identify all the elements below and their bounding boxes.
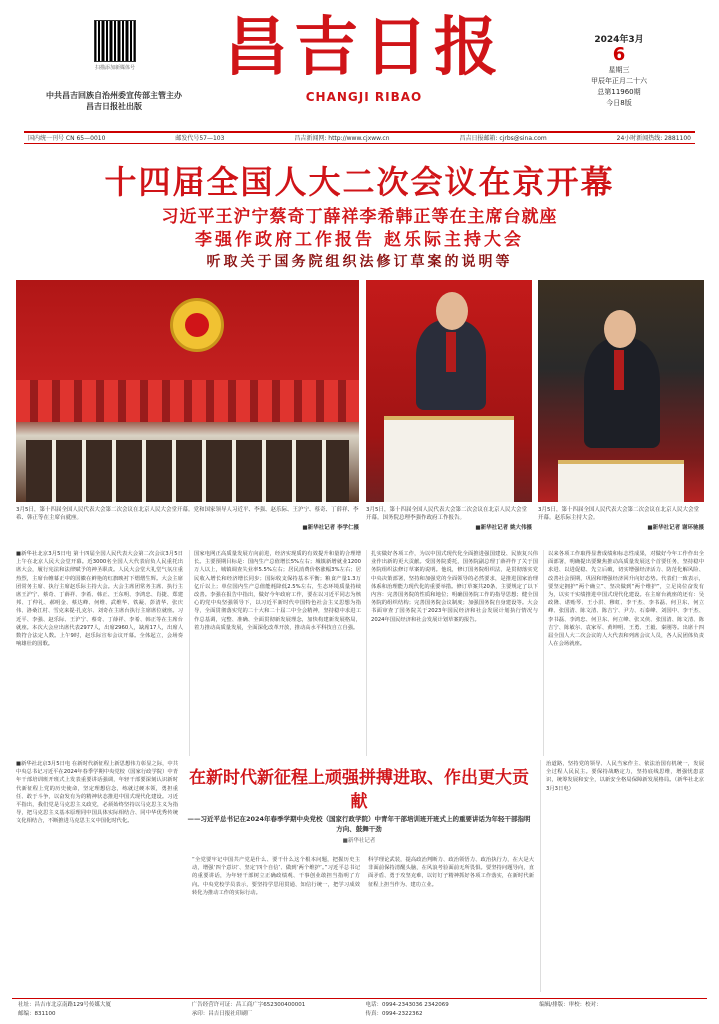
feature-credit: ■新华社记者	[342, 838, 376, 844]
cn-number: 国内统一刊号 CN 65—0010	[28, 135, 106, 142]
column-divider	[540, 760, 541, 992]
caption-text-3: 3月5日，第十四届全国人民代表大会第二次会议在北京人民大会堂开幕。赵乐际主持大会。	[538, 507, 700, 521]
subheadline-1: 习近平王沪宁蔡奇丁薛祥李希韩正等在主席台就座	[161, 207, 558, 227]
footer-fax: 传真：0994-2322362	[365, 1011, 423, 1017]
footer-postcode: 邮编：831100	[18, 1011, 56, 1017]
issue-number: 总第11960期	[597, 88, 641, 96]
footer-address: 社址：昌吉市北京南路129号传媒大厦	[18, 1002, 111, 1008]
column-divider	[189, 550, 190, 756]
footer-cell-license	[186, 999, 360, 1022]
column-divider	[366, 550, 367, 756]
weekday: 星期三	[608, 66, 630, 74]
year-month: 2024年3月	[594, 35, 644, 45]
footer-phone: 电话：0994-2343036 2342069	[365, 1002, 449, 1008]
photo-premier-report[interactable]	[366, 280, 532, 502]
photo-chairman-presiding[interactable]	[538, 280, 704, 502]
column-divider	[543, 550, 544, 756]
feature-title[interactable]: 在新时代新征程上顽强拼搏进取、作出更大贡献	[189, 768, 529, 812]
caption-text-1: 3月5日，第十四届全国人民代表大会第二次会议在北京人民大会堂开幕。党和国家领导人习近平、李强、赵乐际、王沪宁、蔡奇、丁薛祥、李希、韩正等在主席台就座。	[16, 507, 359, 521]
hotline: 24小时新闻热线: 2881100	[616, 135, 691, 142]
photo-congress-hall[interactable]	[16, 280, 359, 502]
publisher-line-2: 昌吉日报社出版	[86, 102, 142, 111]
article-column-1: ■新华社北京3月5日电 第十四届全国人民代表大会第二次会议3月5日上午在北京人民大会堂开幕。近3000名全国人大代表肩负人民重托出席大会，履行宪法和法律赋予的神圣职责。人民大会堂大礼堂气氛庄重热烈，主席台帷幕正中的国徽在鲜艳的红旗映衬下熠熠生辉。大会主席团常务主席、执行主席赵乐际主持大会。大会主席团常务主席、执行主席王沪宁、蔡奇、丁薛祥、李希、韩正、王东明、李鸿忠、肖捷、郑建邦、丁仲礼、郝明金、蔡达峰、何维、武维华、铁凝、彭清华、张庆伟、洛桑江村、雪克来提·扎克尔、刘奇在主席台执行主席席位就座。习近平、李强、赵乐际、王沪宁、蔡奇、丁薛祥、李希、韩正等在主席台就座。本次大会应出席代表2977人，出席2960人，缺席17人，出席人数符合法定人数。上午9时，赵乐际宣布会议开幕。全体起立，会场奏响雄壮的国歌。	[16, 551, 183, 648]
qr-caption: 扫描添加新媒体号	[94, 65, 135, 71]
qr-code-icon[interactable]	[94, 20, 136, 62]
subheadline-2: 李强作政府工作报告 赵乐际主持大会	[195, 230, 524, 250]
day-number: 6	[612, 44, 626, 65]
lunar-date: 甲辰年正月二十六	[591, 77, 647, 85]
footer-license: 广告经营许可证：昌工商广字652300400001	[191, 1002, 306, 1008]
feature-headline-box	[186, 766, 532, 844]
main-headline[interactable]: 十四届全国人大二次会议在京开幕	[104, 163, 615, 201]
newspaper-title-en: CHANGJI RIBAO	[305, 90, 423, 104]
speaker-figure	[416, 320, 486, 410]
photo-credit-2: ■新华社记者 姚大伟摄	[475, 525, 532, 531]
podium	[558, 460, 684, 502]
caption-text-2: 3月5日，第十四届全国人民代表大会第二次会议在北京人民大会堂开幕。国务院总理李强作政府工作报告。	[366, 507, 528, 521]
lower-article-column-1: ■新华社北京3月5日电 在新时代新征程上新思想伟力彰显之际，中共中央总书记习近平在2024年春季学期中央党校（国家行政学院）中青年干部培训班开班式上发表重要讲话强调，年轻干部要深刻认识新时代新征程上党的历史使命，坚定理想信念，练就过硬本领，勇担重任、敢于斗争，以奋发有为的精神状态推进中国式现代化建设。习近平指出，我们党是马克思主义政党，必须始终坚持以马克思主义为指导，把马克思主义基本原理同中国具体实际相结合、同中华优秀传统文化相结合，不断推进马克思主义中国化时代化。	[16, 761, 178, 825]
lower-article-column-3: 科学理论武装，提高政治判断力、政治领悟力、政治执行力，在大是大非面前保持清醒头脑，在风浪考验面前无所畏惧。要坚持问题导向，直面矛盾、勇于攻坚克难，以钉钉子精神抓好各项工作落实，在新时代新征程上担当作为、建功立业。	[368, 857, 534, 888]
footer-cell-desk	[533, 999, 707, 1022]
flag-row	[16, 380, 359, 422]
photo-credit-1: ■新华社记者 李学仁摄	[302, 525, 359, 531]
presidium-dais	[26, 440, 349, 502]
website-link[interactable]: 昌吉新闻网: http://www.cjxww.cn	[294, 135, 390, 142]
article-column-3: 扎实做好各项工作，为以中国式现代化全面推进强国建设、民族复兴伟业作出新的更大贡献。受国务院委托，国务院副总理丁薛祥作了关于国务院组织法修订草案的说明。他说，修订国务院组织法，是贯彻落实党中央决策部署，坚持和加强党的全面领导的必然要求，是推进国家治理体系和治理能力现代化的重要举措。修订草案共20条，主要规定了以下内容：完善国务院的性质和地位；明确国务院工作的指导思想；健全国务院的组织结构；完善国务院会议制度；加强国务院自身建设等。大会书面审查了国务院关于2023年国民经济和社会发展计划执行情况与2024年国民经济和社会发展计划草案的报告。	[371, 551, 538, 623]
photo-caption-3	[538, 506, 704, 532]
lower-article-column-4: 治道路，坚持党的领导、人民当家作主、依法治国有机统一，发展全过程人民民主。要保持战略定力，坚持底线思维，增强忧患意识，统筹发展和安全，以新安全格局保障新发展格局。（新华社北京3月3日电）	[546, 761, 704, 792]
photo-caption-1	[16, 506, 359, 532]
article-column-2: 国家电网正高质量发展方向前进，经济实现质的有效提升和量的合理增长。主要预期目标是：国内生产总值增长5%左右；城镇新增就业1200万人以上，城镇调查失业率5.5%左右；居民消费价格涨幅3%左右；居民收入增长和经济增长同步；国际收支保持基本平衡；粮食产量1.3万亿斤以上；单位国内生产总值能耗降低2.5%左右，生态环境质量持续改善。李强在报告中指出，做好今年政府工作，要在以习近平同志为核心的党中央坚强领导下，以习近平新时代中国特色社会主义思想为指导，全面贯彻落实党的二十大和二十届二中全会精神，坚持稳中求进工作总基调，完整、准确、全面贯彻新发展理念，加快构建新发展格局，着力推动高质量发展，全面深化改革开放，推动高水平科技自立自强。	[194, 551, 361, 631]
footer-cell-phone	[360, 999, 534, 1022]
footer-desk: 编辑/排版：审校：校对：	[539, 1002, 602, 1008]
info-bar	[24, 131, 695, 144]
podium	[384, 416, 514, 502]
footer-printer: 承印：昌吉日报社印刷厂	[191, 1011, 253, 1017]
lower-article-column-2: “全党要牢记中国共产党是什么、要干什么这个根本问题，把握历史主动，增强‘四个意识’、坚定‘四个自信’、做到‘两个维护’。”习近平总书记的重要讲话，为年轻干部树立正确政绩观、干事创业敢担当指明了方向。中央党校学员表示，要坚持学思用贯通、知信行统一，把学习成效转化为推动工作的实际行动。	[192, 857, 360, 896]
subheadline-3: 听取关于国务院组织法修订草案的说明等	[206, 254, 513, 270]
page-count: 今日8版	[606, 99, 632, 107]
footer-cell-address	[12, 999, 186, 1022]
national-emblem-icon	[170, 298, 224, 352]
publisher-line-1: 中共昌吉回族自治州委宣传部主管主办	[46, 91, 182, 100]
feature-subtitle: ——习近平总书记在2024年春季学期中央党校（国家行政学院）中青年干部培训班开班式上的重要讲话为年轻干部指明方向、鼓舞干劲	[187, 815, 531, 833]
publisher-info	[44, 90, 184, 112]
newspaper-title: 昌吉日报	[224, 10, 504, 85]
email-link[interactable]: 昌吉日报邮箱: cjrbs@sina.com	[459, 135, 547, 142]
article-column-4: 以来各项工作取得显著成绩和标志性成果，对做好今年工作作出全面部署，明确提出要聚焦推动高质量发展这个首要任务，坚持稳中求进、以进促稳、先立后破，切实增强经济活力、防范化解风险、改善社会预期，巩固和增强经济回升向好态势。代表们一致表示，要坚定拥护“两个确立”、坚决做到“两个维护”，立足岗位奋发有为，以实干实绩推进中国式现代化建设。在主席台就座的还有：吴政隆、谌贻琴、王小洪、穆虹、李干杰、李书磊、何卫东、何立峰、张国清、陈文清、陈吉宁、尹力、石泰峰、刘国中、李干杰、李书磊、李鸿忠、何卫东、何立峰、张又侠、张国清、陈文清、陈吉宁、陈敏尔、袁家军、黄坤明、王勇、王毅、秦刚等。出席十四届全国人大二次会议的人大代表和列席会议人员，各人民团体负责人在会场就座。	[548, 551, 704, 648]
speaker-figure	[584, 338, 660, 448]
date-block	[574, 32, 664, 109]
masthead	[0, 0, 719, 126]
post-code: 邮发代号57—103	[175, 135, 225, 142]
photo-credit-3: ■新华社记者 谢环驰摄	[647, 525, 704, 531]
photo-caption-2	[366, 506, 532, 532]
footer-bar	[12, 998, 707, 1022]
